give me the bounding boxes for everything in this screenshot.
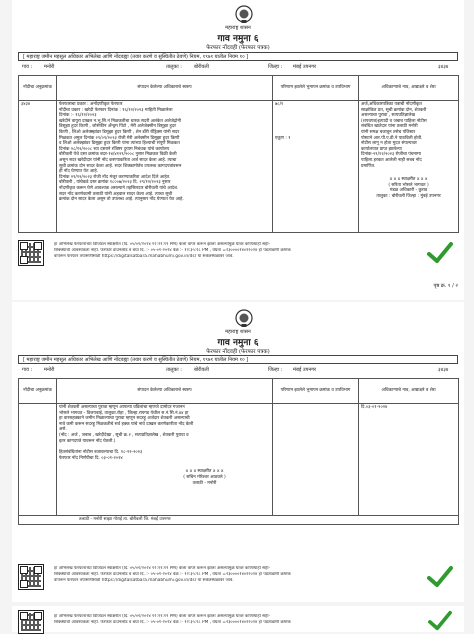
- footer-line: शिक्क्याची आवश्यकता नाही. फेरफार डाउनलोड व बघा दि. :- ०५-०१-२०२४ वेळ :- १२:३५:२८ PM , वैधता =२३००००१४०१२०२४ हा पडताळणी क्रमांक: [54, 619, 291, 625]
- col-survey: परिणाम झालेले भुमापन क्रमांक व उपविभाग: [273, 76, 359, 101]
- form-title: गाव नमुना ६: [217, 338, 259, 348]
- signature-stars: x x x स्वाक्षरीत x x x: [389, 177, 428, 183]
- signature-stars: x x x स्वाक्षरीत x x x: [185, 469, 224, 475]
- officer-line: यांनी समक्ष बजावून तसेच पंजिस्टर: [361, 129, 416, 135]
- entry-code: ३४३४: [438, 64, 449, 70]
- page-number: पृष्ठ क्र. १ / २: [433, 283, 458, 289]
- document-page-1: [12, 0, 464, 300]
- nature-line: सूची क्रमांक दोन सादर केला आहे. सदर शिक्कामोर्तब उपलब्ध कागदपत्रांवरून: [59, 163, 182, 169]
- taluka-label: तालुका :: [166, 367, 182, 373]
- officer-line: नोटीस लागू न होता मुदत संपल्यावर: [361, 141, 417, 147]
- rule-band: [ महाराष्ट्र जमीन महसूल अधिकार अभिलेख आणि नोंदवह्या (तयार करणे व सुस्थितीत ठेवणे) नियम, १९७१ यातील नियम १० ]: [18, 52, 458, 61]
- nature-line: इतर कागदपत्रे यावरून नोंद घेतली.): [59, 438, 116, 444]
- nature-line: हितसंबंधितांना नोटीस बजावल्याचा दि. १८-१२-२०२३: [59, 450, 143, 456]
- nature-line: दिनांक २९/१२/२०२३ रोजी नोंद मंजूर करण्याकरिता आदेश दिले आहेत.: [59, 174, 171, 180]
- nature-line: नोंदीचा प्रकार : खरेदी फेरफार दिनांक : १६/१२/२०२३ माहिती मिळालेला: [59, 107, 173, 113]
- taluka-value: बोरीवली: [194, 367, 209, 373]
- location-meta: [18, 63, 458, 72]
- form-title: गाव नमुना ६: [217, 34, 259, 44]
- verified-check-icon: [426, 241, 454, 265]
- taluka-label: तालुका :: [166, 64, 182, 70]
- survey-number: ७८/१: [275, 102, 284, 107]
- col-entry-no: नोंदीचा अनुक्रमांक: [19, 76, 57, 101]
- col-officer: अधिकाऱ्याचे नाव, आद्याक्षरे व शेरा: [359, 379, 459, 404]
- nature-line: असे.: [59, 427, 67, 433]
- footer-line: हा अभिलेख फेरफाराच्या डिजिटल स्वाक्षरीत (दि. ०५/०१/२०२४ १२:२१:१९ PM) केला वापर करून झाला असल्यामुळे यावर कोणत्याही सही-: [54, 566, 271, 571]
- signatory-name: ( सरिता भोसले भागवत ): [388, 182, 429, 188]
- officer-line: दिनांक-२९/१२/२०२३ रोजीचा पंचनामा: [361, 152, 421, 158]
- officer-line: पाहिला.हरकत आलेली नाही सबब नोंद: [361, 157, 422, 163]
- nature-line: क्रमांक दोन सादर केला असून तो उपलब्ध आहे. त्यानुसार नोंद घेण्यात येत आहे.: [59, 197, 184, 203]
- nature-line: भोसले भागवत - विजयबाई, तालुका.रोहा , जिल्हा.रायगड येथील स.नं.सि.नं.४४ हा: [59, 410, 189, 416]
- signatory-name: ( सचिन मोरेश्वर आठवले ): [183, 474, 226, 480]
- circle-officer: मंडळ अधिकारी - कुराड: [389, 188, 428, 194]
- form-subtitle: फेरफार नोंदवही (फेरफार पत्रक): [206, 45, 270, 51]
- table-row: [19, 404, 459, 516]
- nature-line: हा वारसहक्काने जमीन मिळाल्याचा पुरावा म्हणून सदरहू अर्जदार शेतकरी असल्याची: [59, 416, 190, 422]
- col-nature: संपादन केलेल्या अधिकाराचे स्वरुप: [57, 379, 273, 404]
- tehsil-line: तालुका : बोरीवली जिल्हा : मुंबई उपनगर: [376, 193, 441, 199]
- officer-line: साक्षांकित प्रत, सूची क्रमांक दोन, शेतकरी: [361, 107, 427, 113]
- col-nature: संपादन केलेल्या अधिकाराचे स्वरुप: [57, 76, 273, 101]
- gov-title: महाराष्ट्र शासन: [225, 329, 251, 335]
- qr-code-icon: [18, 564, 44, 590]
- qr-code-icon: [18, 240, 44, 266]
- officer-cell: [359, 101, 459, 233]
- nature-line: डिसूझा हुदर किणी , जोसेफीन अँन्ड्रम पिंटो , मेरी अलेजेक्सीन डिसूझा हुदर: [59, 124, 176, 130]
- nature-line: खरेदीने वायुरा दाखल न.भू.सि.नं मिळकतीचा धारक सदरी अलंकेत अलेजेद्रोनी: [59, 118, 181, 124]
- table-header-row: [19, 379, 459, 404]
- maharashtra-emblem-icon: [233, 4, 255, 24]
- district-label: जिल्हा :: [268, 367, 283, 373]
- village-label: गाव :: [22, 64, 33, 70]
- footer-line: शिक्क्याची आवश्यकता नाही. फेरफार डाउनलोड व बघा दि. :- ०५-०१-२०२४ वेळ :- १२:३५:२८ PM , वैधता =२३००००१४०१२०२४ हा पडताळणी क्रमांक: [54, 247, 291, 253]
- nature-line: फेरफाराचा प्रकार : अनोंदणीकृत फेरफार: [59, 102, 123, 107]
- table-row: [19, 516, 459, 525]
- nature-line: नावे कमी करून सदरहू मिळकतीचे सर्व हक्क यांचे नावे दाखल करणेकारीता नोंद केली: [59, 421, 194, 427]
- village-value: मनोरी: [44, 367, 55, 373]
- taluka-value: बोरीवली: [194, 64, 209, 70]
- nature-line: दिनांक २८/१२/२००८ च्या दस्ताने रजिष्टर दुय्यम निबंधक यांचे कार्यालय: [59, 146, 170, 152]
- nature-line: नोंदणीकृत करून घेणे आवश्यक असल्याने तहसिलदार बोरीवली यांचे आदेश.: [59, 185, 179, 191]
- gov-title: महाराष्ट्र शासन: [225, 25, 251, 31]
- footer-line: हा अभिलेख फेरफाराच्या डिजिटल स्वाक्षरीत (दि. ०५/०१/२०२४ १२:२१:१९ PM) केला वापर करून झाला असल्यामुळे यावर कोणत्याही सही-: [54, 614, 271, 619]
- survey-cell: [273, 404, 359, 516]
- survey-cell: [273, 101, 359, 233]
- nature-line: सदर नोंद करणेकामी तलाठी यांनी अहवाल सादर केला आहे. त्याचा सूची: [59, 191, 173, 197]
- nature-line: फेरफार नोंद निर्णयीचा दि. ०३-०१-२०२४: [59, 455, 123, 461]
- nature-line: यांनी शेतकरी असल्याचा पुरावा म्हणून आपल्या वडिलांचा म्हणजे दामोदर गजानन: [59, 405, 185, 410]
- district-label: जिल्हा :: [268, 64, 283, 70]
- verified-check-icon: [426, 565, 454, 589]
- col-survey: परिणाम झालेले भुमापन क्रमांक व उपविभाग: [273, 379, 359, 404]
- document-page-2: [12, 302, 464, 602]
- digital-signature-footer: [54, 242, 414, 259]
- officer-line: अर्ज,अधिकारपत्रिका पत्राची नोंदणीकृत: [361, 102, 422, 107]
- location-meta: [18, 366, 458, 375]
- document-page-3: [12, 606, 464, 632]
- signatory-role: तलाठी - मनोरी: [192, 480, 217, 486]
- digital-signature-footer: [54, 566, 414, 583]
- nature-of-right: [57, 101, 273, 233]
- nature-line: किणी , लिओ अलेक्स्झांडर डिसूझा हुदर किणी , शेन डॉरी रॉड्रिक्स यांनी सदर: [59, 129, 180, 135]
- officer-line: कार्यालयात प्राप्त झालेल्या: [361, 146, 402, 152]
- nature-line: (नोंद : अर्ज , जबाब , खरेदीदेखा , सूची क्र.२ , सत्यप्रतिज्ञालेख , शेतकरी पुरावा व: [59, 432, 189, 438]
- entry-number: [19, 404, 57, 516]
- nature-line: व लिओ अलेक्झांडर डिसूझा हुदर किणी यांना त्यांच्या हिश्याची संपूर्ण मिळकत: [59, 141, 180, 147]
- col-entry-no: नोंदीचा अनुक्रमांक: [19, 379, 57, 404]
- col-officer: अधिकाऱ्याचे नाव, आद्याक्षरे व शेरा: [359, 76, 459, 101]
- footer-line: शिक्क्याची आवश्यकता नाही. फेरफार डाउनलोड व बघा दि. :- ०५-०१-२०२४ वेळ :- १२:३५:२८ PM , वैधता =२३००००१४०१२०२४ हा पडताळणी क्रमांक: [54, 571, 291, 577]
- talathi-line: तलाठी - मनोरी साझा गोराई ता. बोरीवली जि. मंबई उपनगर: [19, 516, 459, 525]
- officer-cell: [359, 404, 459, 516]
- entry-code: ३४३४: [438, 367, 449, 373]
- footer-line: वापरून फेरफार तपासणीसाठी https://digitalsatbara.mahabhumi.gov.in/dsr या संकेतस्थळावर जावे.: [54, 253, 234, 259]
- mutation-register-table: [18, 75, 459, 233]
- form-subtitle: फेरफार नोंदवही (फेरफार पत्रक): [206, 349, 270, 355]
- footer-line: हा अभिलेख फेरफाराच्या डिजिटल स्वाक्षरीत (दि. ०५/०१/२०२४ १२:२१:१९ PM) केला वापर करून झाला असल्यामुळे यावर कोणत्याही सही-: [54, 242, 271, 247]
- nature-of-right: [57, 404, 273, 516]
- officer-date: दि.०३-०१-२०२४: [361, 405, 388, 410]
- officer-line: असल्याचा पुरावा , सत्यप्रतिज्ञालेख: [361, 113, 415, 119]
- table-row: [19, 101, 459, 233]
- survey-unit: एकूण : १: [275, 135, 291, 141]
- village-value: मनोरी: [44, 64, 55, 70]
- nature-line: ही नोंद घेण्यात येत आहे.: [59, 169, 99, 175]
- table-header-row: [19, 76, 459, 101]
- officer-line: (शपथपत्र)इत्यादी व जबाब पाहिला नोटीस: [361, 118, 427, 124]
- village-label: गाव :: [22, 367, 33, 373]
- rule-band: [ महाराष्ट्र जमीन महसूल अधिकार अभिलेख आणि नोंदवह्या (तयार करणे व सुस्थितीत ठेवणे) नियम, १९७१ यातील नियम १० ]: [18, 355, 458, 364]
- digital-signature-footer: [54, 614, 414, 626]
- verified-check-icon: [426, 610, 454, 632]
- nature-line: दिनांक :- १६/१२/२०२३: [59, 113, 97, 119]
- district-value: मंबई उपनगर: [293, 64, 317, 70]
- entry-number: ३४३४: [19, 101, 57, 233]
- nature-line: बोरीवली , यांचेकडे दस्त क्रमांक १८००७/२०२३ दि. २९/१२/२०२३ नुसार: [59, 180, 171, 186]
- officer-line: प्रमाणित.: [361, 163, 376, 169]
- nature-line: असून सदर खरेदीदार यांनी नोंद करण्याकरिता अर्ज सादर केला आहे. त्याचा: [59, 157, 177, 163]
- mutation-register-table: [18, 378, 459, 525]
- nature-line: मिळकत अमुल दिनांक २९/०९/२०२३ रोजी मेरी अलेक्सीन डिसूझा हुदर किणी: [59, 135, 180, 141]
- qr-code-icon: [18, 610, 44, 634]
- district-value: मंबई उपनगर: [293, 367, 317, 373]
- officer-line: पोस्टाने आर.पी.ए.डी.ने पाठविली होती.: [361, 135, 423, 141]
- officer-line: संबंधित खातेदार यांना तलाठी मनोरी: [361, 124, 418, 130]
- nature-line: बोरीवली येथे दस्त क्रमांक बदर-१४/४१२९/२००८ नुसार मिळकत विक्री केली: [59, 152, 177, 158]
- maharashtra-emblem-icon: [233, 308, 255, 328]
- footer-line: वापरून फेरफार तपासणीसाठी https://digitalsatbara.mahabhumi.gov.in/dsr या संकेतस्थळावर जावे.: [54, 577, 234, 583]
